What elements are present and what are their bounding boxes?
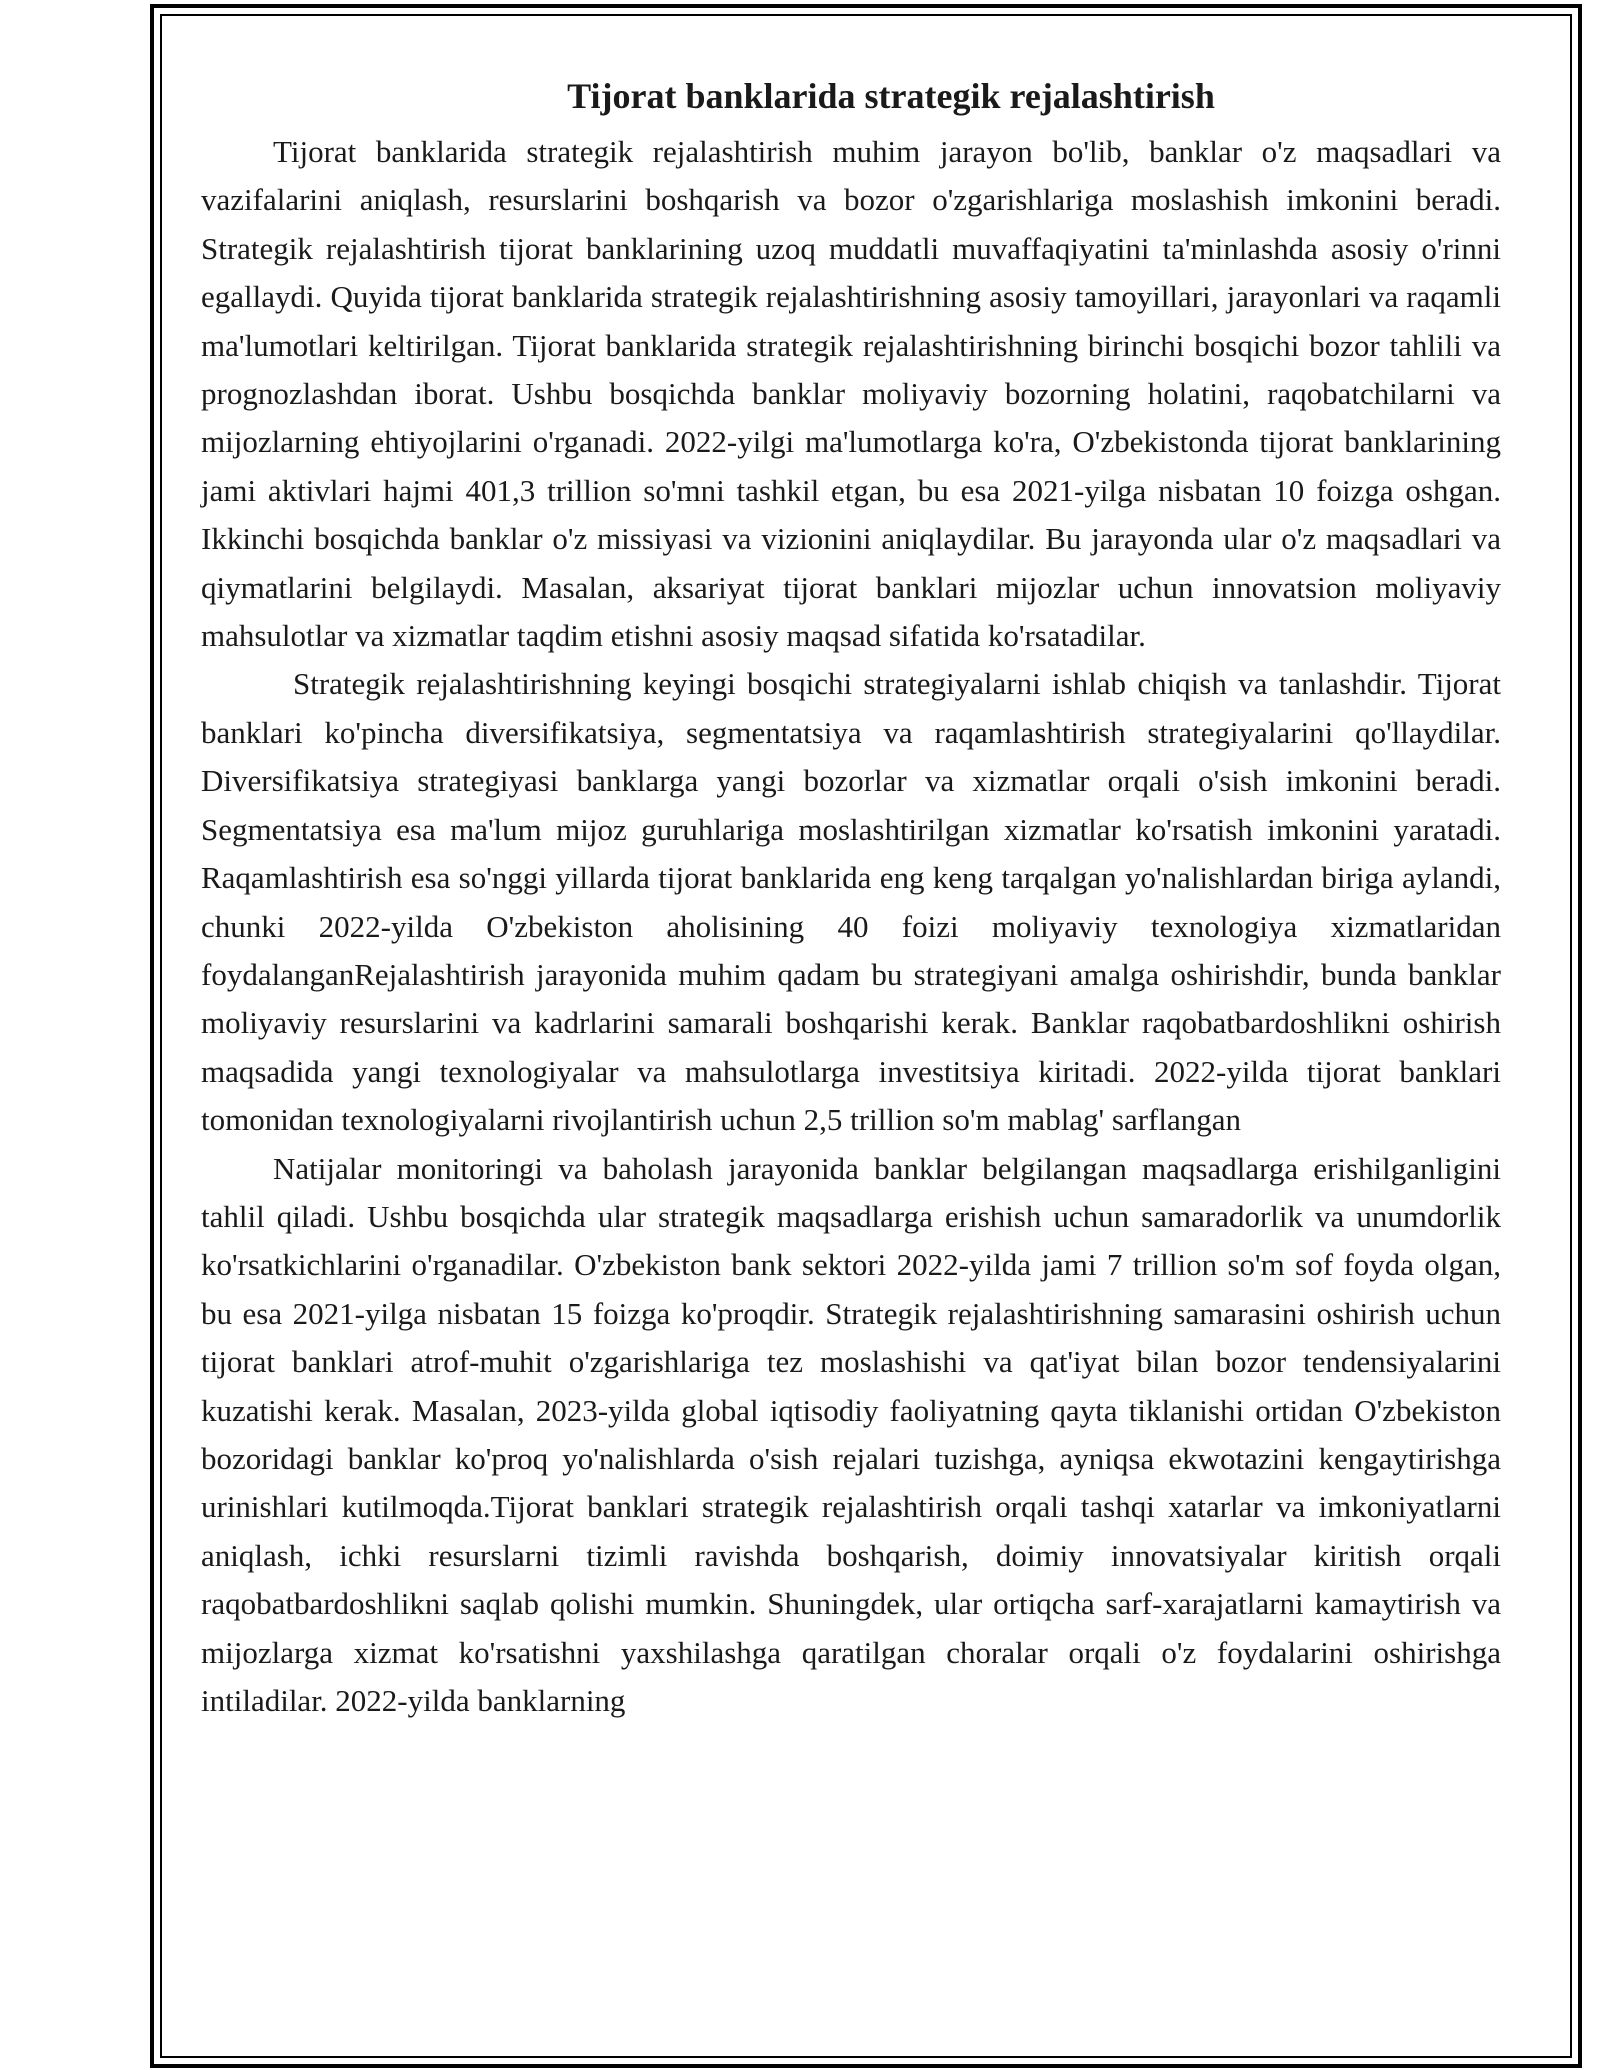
- paragraph-3: Natijalar monitoringi va baholash jarayonida banklar belgilangan maqsadlarga erishilganligini tahlil qiladi. Ushbu bosqichda ular strategik maqsadlarga erishish uchun samaradorlik va unumdorlik ko'rsatkichlarini o'rganadilar. O'zbekiston bank sektori 2022-yilda jami 7 trillion so'm sof foyda olgan, bu esa 2021-yilga nisbatan 15 foizga ko'proqdir. Strategik rejalashtirishning samarasini oshirish uchun tijorat banklari atrof-muhit o'zgarishlariga tez moslashishi va qat'iyat bilan bozor tendensiyalarini kuzatishi kerak. Masalan, 2023-yilda global iqtisodiy faoliyatning qayta tiklanishi ortidan O'zbekiston bozoridagi banklar ko'proq yo'nalishlarda o'sish rejalari tuzishga, ayniqsa ekwotazini kengaytirishga urinishlari kutilmoqda.Tijorat banklari strategik rejalashtirish orqali tashqi xatarlar va imkoniyatlarni aniqlash, ichki resurslarni tizimli ravishda boshqarish, doimiy innovatsiyalar kiritish orqali raqobatbardoshlikni saqlab qolishi mumkin. Shuningdek, ular ortiqcha sarf-xarajatlarni kamaytirish va mijozlarga xizmat ko'rsatishni yaxshilashga qaratilgan choralar orqali o'z foydalarini oshirishga intiladilar. 2022-yilda banklarning: [201, 1150, 1501, 1718]
- paragraph-1: Tijorat banklarida strategik rejalashtirish muhim jarayon bo'lib, banklar o'z maqsadlari va vazifalarini aniqlash, resurslarini boshqarish va bozor o'zgarishlariga moslashish imkonini beradi. Strategik rejalashtirish tijorat banklarining uzoq muddatli muvaffaqiyatini ta'minlashda asosiy o'rinni egallaydi. Quyida tijorat banklarida strategik rejalashtirishning asosiy tamoyillari, jarayonlari va raqamli ma'lumotlari keltirilgan. Tijorat banklarida strategik rejalashtirishning birinchi bosqichi bozor tahlili va prognozlashdan iborat. Ushbu bosqichda banklar moliyaviy bozorning holatini, raqobatchilarni va mijozlarning ehtiyojlarini o'rganadi. 2022-yilgi ma'lumotlarga ko'ra, O'zbekistonda tijorat banklarining jami aktivlari hajmi 401,3 trillion so'mni tashkil etgan, bu esa 2021-yilga nisbatan 10 foizga oshgan. Ikkinchi bosqichda banklar o'z missiyasi va vizionini aniqlaydilar. Bu jarayonda ular o'z maqsadlari va qiymatlarini belgilaydi. Masalan, aksariyat tijorat banklari mijozlar uchun innovatsion moliyaviy mahsulotlar va xizmatlar taqdim etishni asosiy maqsad sifatida ko'rsatadilar.: [201, 134, 1501, 654]
- document-title: Tijorat banklarida strategik rejalashtirish: [567, 76, 1215, 116]
- document-body: [201, 72, 1501, 1725]
- paragraph-2: Strategik rejalashtirishning keyingi bosqichi strategiyalarni ishlab chiqish va tanlashdir. Tijorat banklari ko'pincha diversifikatsiya, segmentatsiya va raqamlashtirish strategiyalarini qo'llaydilar. Diversifikatsiya strategiyasi banklarga yangi bozorlar va xizmatlar orqali o'sish imkonini beradi. Segmentatsiya esa ma'lum mijoz guruhlariga moslashtirilgan xizmatlar ko'rsatish imkonini yaratadi. Raqamlashtirish esa so'nggi yillarda tijorat banklarida eng keng tarqalgan yo'nalishlardan biriga aylandi, chunki 2022-yilda O'zbekiston aholisining 40 foizi moliyaviy texnologiya xizmatlaridan foydalanganRejalashtirish jarayonida muhim qadam bu strategiyani amalga oshirishdir, bunda banklar moliyaviy resurslarini va kadrlarini samarali boshqarishi kerak. Banklar raqobatbardoshlikni oshirish maqsadida yangi texnologiyalar va mahsulotlarga investitsiya kiritadi. 2022-yilda tijorat banklari tomonidan texnologiyalarni rivojlantirish uchun 2,5 trillion so'm mablag' sarflangan: [201, 666, 1501, 1138]
